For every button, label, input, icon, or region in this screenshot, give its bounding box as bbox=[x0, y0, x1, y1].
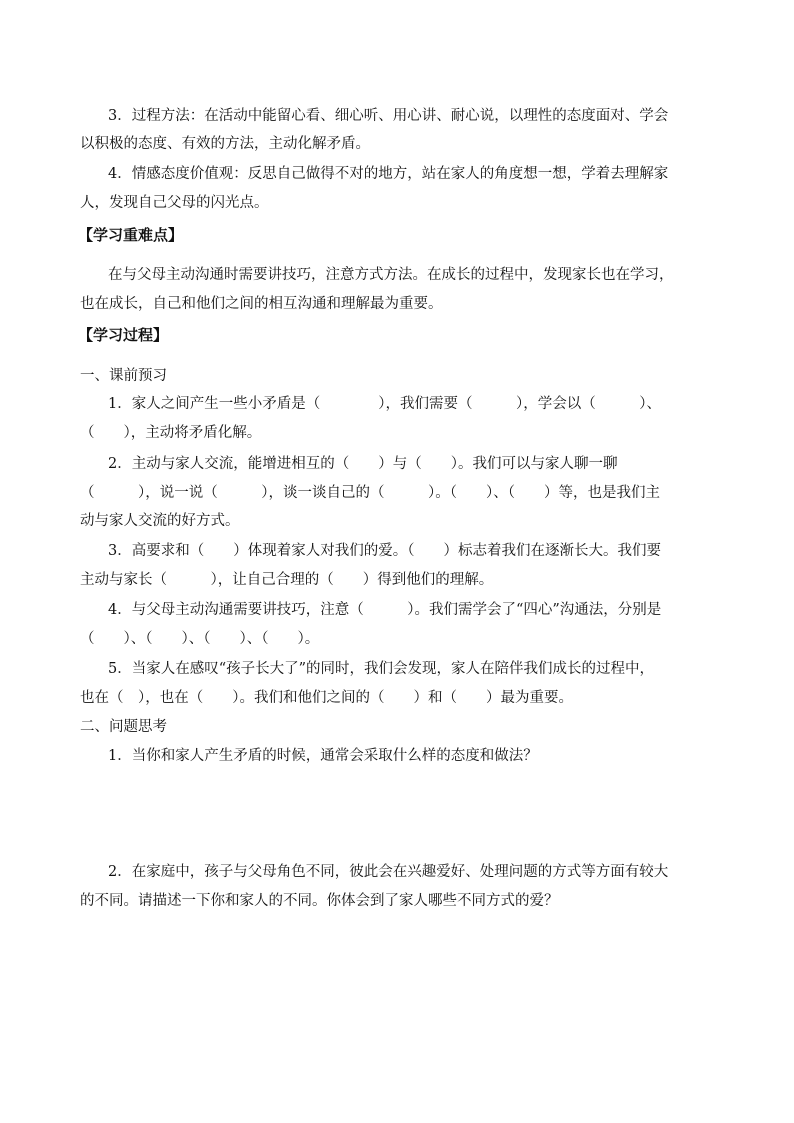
preview-q4-line-1: 4．与父母主动沟通需要讲技巧，注意（ ）。我们需学会了“四心”沟通法，分别是 bbox=[108, 602, 662, 618]
goal-item-3-line-2: 以积极的态度、有效的方法，主动化解矛盾。 bbox=[80, 136, 370, 152]
think-q1: 1．当你和家人产生矛盾的时候，通常会采取什么样的态度和做法？ bbox=[108, 748, 538, 764]
think-q2-line-2: 的不同。请描述一下你和家人的不同。你体会到了家人哪些不同方式的爱？ bbox=[80, 893, 559, 909]
key-points-line-2: 也在成长，自己和他们之间的相互沟通和理解最为重要。 bbox=[80, 296, 443, 312]
preview-q5-line-2: 也在（ ），也在（ ）。我们和他们之间的（ ）和（ ）最为重要。 bbox=[80, 690, 573, 706]
preview-q1-line-2: （ ），主动将矛盾化解。 bbox=[80, 425, 262, 441]
preview-q2-line-3: 动与家人交流的好方式。 bbox=[80, 513, 240, 529]
key-points-heading: 【学习重难点】 bbox=[78, 226, 184, 244]
preview-q1-line-1: 1．家人之间产生一些小矛盾是（ ），我们需要（ ），学会以（ ）、 bbox=[108, 396, 661, 412]
preview-q3-line-2: 主动与家长（ ），让自己合理的（ ）得到他们的理解。 bbox=[80, 572, 494, 588]
preview-q3-line-1: 3．高要求和（ ）体现着家人对我们的爱。（ ）标志着我们在逐渐长大。我们要 bbox=[108, 543, 661, 559]
think-q2-line-1: 2．在家庭中，孩子与父母角色不同，彼此会在兴趣爱好、处理问题的方式等方面有较大 bbox=[108, 864, 669, 880]
preview-q2-line-1: 2．主动与家人交流，能增进相互的（ ）与（ ）。我们可以与家人聊一聊 bbox=[108, 456, 618, 472]
goal-item-3-line-1: 3．过程方法：在活动中能留心看、细心听、用心讲、耐心说，以理性的态度面对、学会 bbox=[108, 108, 669, 124]
key-points-line-1: 在与父母主动沟通时需要讲技巧，注意方式方法。在成长的过程中，发现家长也在学习， bbox=[108, 267, 674, 283]
preview-q2-line-2: （ ），说一说（ ），谈一谈自己的（ ）。（ ）、（ ）等，也是我们主 bbox=[80, 485, 660, 501]
goal-item-4-line-1: 4．情感态度价值观：反思自己做得不对的地方，站在家人的角度想一想，学着去理解家 bbox=[108, 166, 669, 182]
preview-section-title: 一、课前预习 bbox=[80, 368, 167, 384]
process-heading: 【学习过程】 bbox=[78, 326, 169, 344]
preview-q5-line-1: 5．当家人在感叹“孩子长大了”的同时，我们会发现，家人在陪伴我们成长的过程中， bbox=[108, 661, 655, 677]
think-section-title: 二、问题思考 bbox=[80, 719, 167, 735]
goal-item-4-line-2: 人，发现自己父母的闪光点。 bbox=[80, 195, 269, 211]
preview-q4-line-2: （ ）、（ ）、（ ）、（ ）。 bbox=[80, 631, 320, 647]
